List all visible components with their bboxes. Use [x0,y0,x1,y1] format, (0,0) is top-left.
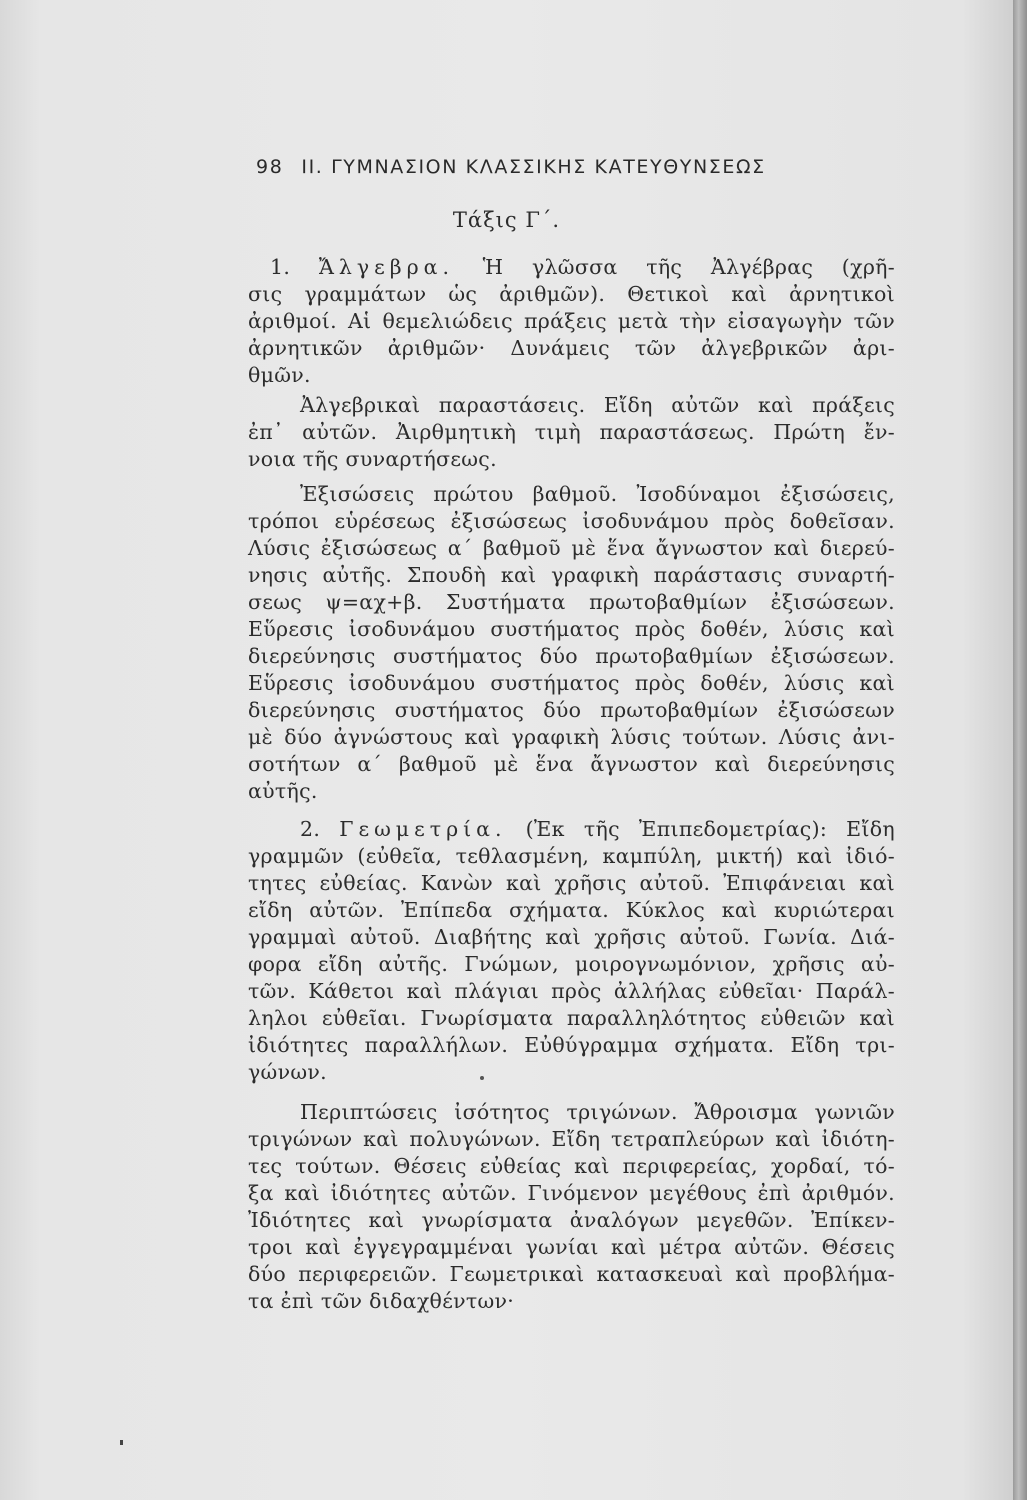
text-line: Ἐξισώσεις πρώτου βαθμοῦ. Ἰσοδύναμοι ἐξισώσεις, [300,482,895,506]
page-number: 98 [256,156,284,178]
text-line: σεως ψ=αχ+β. Συστήματα πρωτοβαθμίων ἐξισώσεων. [248,590,895,614]
text-line: αὐτῆς. [248,779,318,803]
text-line: νοια τῆς συναρτήσεως. [248,447,497,471]
text-line: εἴδη αὐτῶν. Ἐπίπεδα σχήματα. Κύκλος καὶ κυριώτεραι [248,898,895,922]
text-line: Λύσις ἐξισώσεως α΄ βαθμοῦ μὲ ἕνα ἄγνωστον καὶ διερεύ- [248,536,895,560]
text-line: Ἰδιότητες καὶ γνωρίσματα ἀναλόγων μεγεθῶν. Ἐπίκεν- [248,1208,895,1232]
text-line: τα ἐπὶ τῶν διδαχθέντων· [248,1289,515,1313]
text-line: διερεύνησις συστήματος δύο πρωτοβαθμίων ἐξισώσεων [248,698,895,722]
text-line: τητες εὐθείας. Κανὼν καὶ χρῆσις αὐτοῦ. Ἐπιφάνειαι καὶ [248,871,895,895]
geometry-heading-line [300,816,895,842]
text-line: φορα εἴδη αὐτῆς. Γνώμων, μοιρογνωμόνιον, χρῆσις αὐ- [248,952,895,976]
text-line: τρόποι εὑρέσεως ἐξισώσεως ἰσοδυνάμου πρὸς δοθεῖσαν. [248,509,895,533]
ink-speck [480,1076,484,1080]
geometry-heading: Γεωμετρία. [339,817,507,841]
text-line: μὲ δύο ἀγνώστους καὶ γραφικὴ λύσις τούτων. Λύσις ἀνι- [248,725,895,749]
text-line: ἰδιότητες παραλλήλων. Εὐθύγραμμα σχήματα. Εἴδη τρι- [248,1033,895,1057]
text-line: γραμμῶν (εὐθεῖα, τεθλασμένη, καμπύλη, μικτή) καὶ ἰδιό- [248,844,895,868]
text-line: νησις αὐτῆς. Σπουδὴ καὶ γραφικὴ παράστασις συναρτή- [248,563,895,587]
text-line: διερεύνησις συστήματος δύο πρωτοβαθμίων ἐξισώσεων. [248,644,895,668]
text-line: γραμμαὶ αὐτοῦ. Διαβήτης καὶ χρῆσις αὐτοῦ. Γωνία. Διά- [248,925,895,949]
text-line: Εὕρεσις ἰσοδυνάμου συστήματος πρὸς δοθέν, λύσις καὶ [248,671,895,695]
text-line: γώνων. [248,1060,327,1084]
algebra-heading: Ἄλγεβρα. [318,255,455,279]
text-line: ἀρνητικῶν ἀριθμῶν· Δυνάμεις τῶν ἀλγεβρικῶν ἀρι- [248,336,895,360]
text-line: δύο περιφερειῶν. Γεωμετρικαὶ κατασκευαὶ καὶ προβλήμα- [248,1262,895,1286]
text-line: θμῶν. [248,363,311,387]
text-line: τριγώνων καὶ πολυγώνων. Εἴδη τετραπλεύρων καὶ ἰδιότη- [248,1127,895,1151]
geometry-number: 2. [300,817,321,841]
text-line: τες τούτων. Θέσεις εὐθείας καὶ περιφερείας, χορδαί, τό- [248,1154,895,1178]
text-line: Εὕρεσις ἰσοδυνάμου συστήματος πρὸς δοθέν, λύσις καὶ [248,617,895,641]
text-line: σις γραμμάτων ὡς ἀριθμῶν). Θετικοὶ καὶ ἀρνητικοὶ [248,282,895,306]
text-line: ἀριθμοί. Αἱ θεμελιώδεις πράξεις μετὰ τὴν εἰσαγωγὴν τῶν [248,309,895,333]
running-title: ΙΙ. ΓΥΜΝΑΣΙΟΝ ΚΛΑΣΣΙΚΗΣ ΚΑΤΕΥΘΥΝΣΕΩΣ [301,156,766,178]
text-line: τῶν. Κάθετοι καὶ πλάγιαι πρὸς ἀλλήλας εὐθεῖαι· Παράλ- [248,979,895,1003]
ink-mark [120,1440,123,1445]
text-line: ληλοι εὐθεῖαι. Γνωρίσματα παραλληλότητος εὐθειῶν καὶ [248,1006,895,1030]
algebra-heading-line [270,254,895,280]
text-line: ξα καὶ ἰδιότητες αὐτῶν. Γινόμενον μεγέθους ἐπὶ ἀριθμόν. [248,1181,895,1205]
text-line: (Ἐκ τῆς Ἐπιπεδομετρίας): Εἴδη [525,817,895,841]
text-line: σοτήτων α΄ βαθμοῦ μὲ ἕνα ἄγνωστον καὶ διερεύνησις [248,752,895,776]
text-line: Ἀλγεβρικαὶ παραστάσεις. Εἴδη αὐτῶν καὶ πράξεις [300,393,895,417]
text-line: Ἡ γλῶσσα τῆς Ἀλγέβρας (χρῆ- [482,255,895,279]
algebra-number: 1. [270,255,291,279]
text-line: τροι καὶ ἐγγεγραμμέναι γωνίαι καὶ μέτρα αὐτῶν. Θέσεις [248,1235,895,1259]
section-title: Τάξις Γ΄. [452,208,561,232]
text-line: Περιπτώσεις ἰσότητος τριγώνων. Ἄθροισμα γωνιῶν [300,1100,895,1124]
text-line: ἐπ᾽ αὐτῶν. Ἀιρθμητικὴ τιμὴ παραστάσεως. Πρώτη ἔν- [248,420,895,444]
running-header [256,156,896,178]
page-edge [1013,0,1027,1500]
